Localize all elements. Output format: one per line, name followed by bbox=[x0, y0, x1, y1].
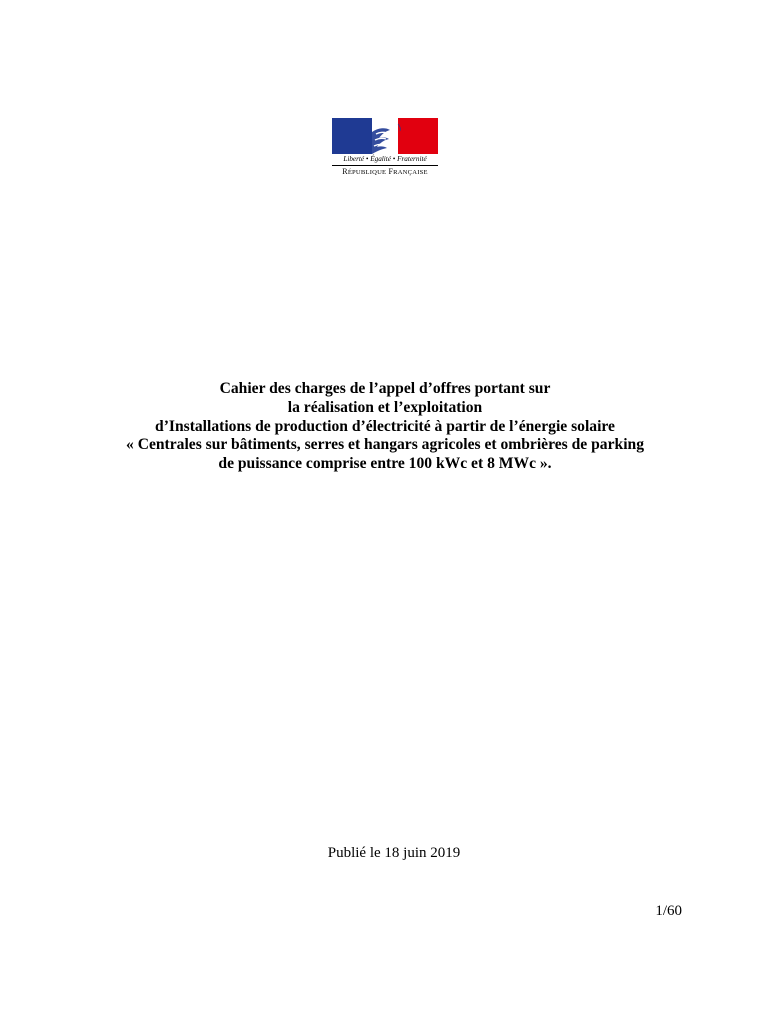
page-number: 1/60 bbox=[655, 903, 682, 919]
republique-francaise-wordmark: RÉPUBLIQUE FRANÇAISE bbox=[342, 167, 428, 176]
title-line: la réalisation et l’exploitation bbox=[287, 398, 483, 416]
motto-text: Liberté • Égalité • Fraternité bbox=[343, 155, 427, 163]
title-line: de puissance comprise entre 100 kWc et 8 MWc ». bbox=[218, 455, 552, 473]
title-line: Cahier des charges de l’appel d’offres portant sur bbox=[219, 380, 551, 397]
document-title bbox=[60, 380, 710, 474]
title-line: « Centrales sur bâtiments, serres et hangars agricoles et ombrières de parking bbox=[126, 436, 644, 454]
logo-divider bbox=[332, 165, 438, 166]
marianne-flag-icon bbox=[332, 118, 438, 154]
title-line: d’Installations de production d’électricité à partir de l’énergie solaire bbox=[155, 417, 615, 435]
publication-date: Publié le 18 juin 2019 bbox=[327, 845, 461, 861]
republique-francaise-logo bbox=[332, 118, 438, 180]
